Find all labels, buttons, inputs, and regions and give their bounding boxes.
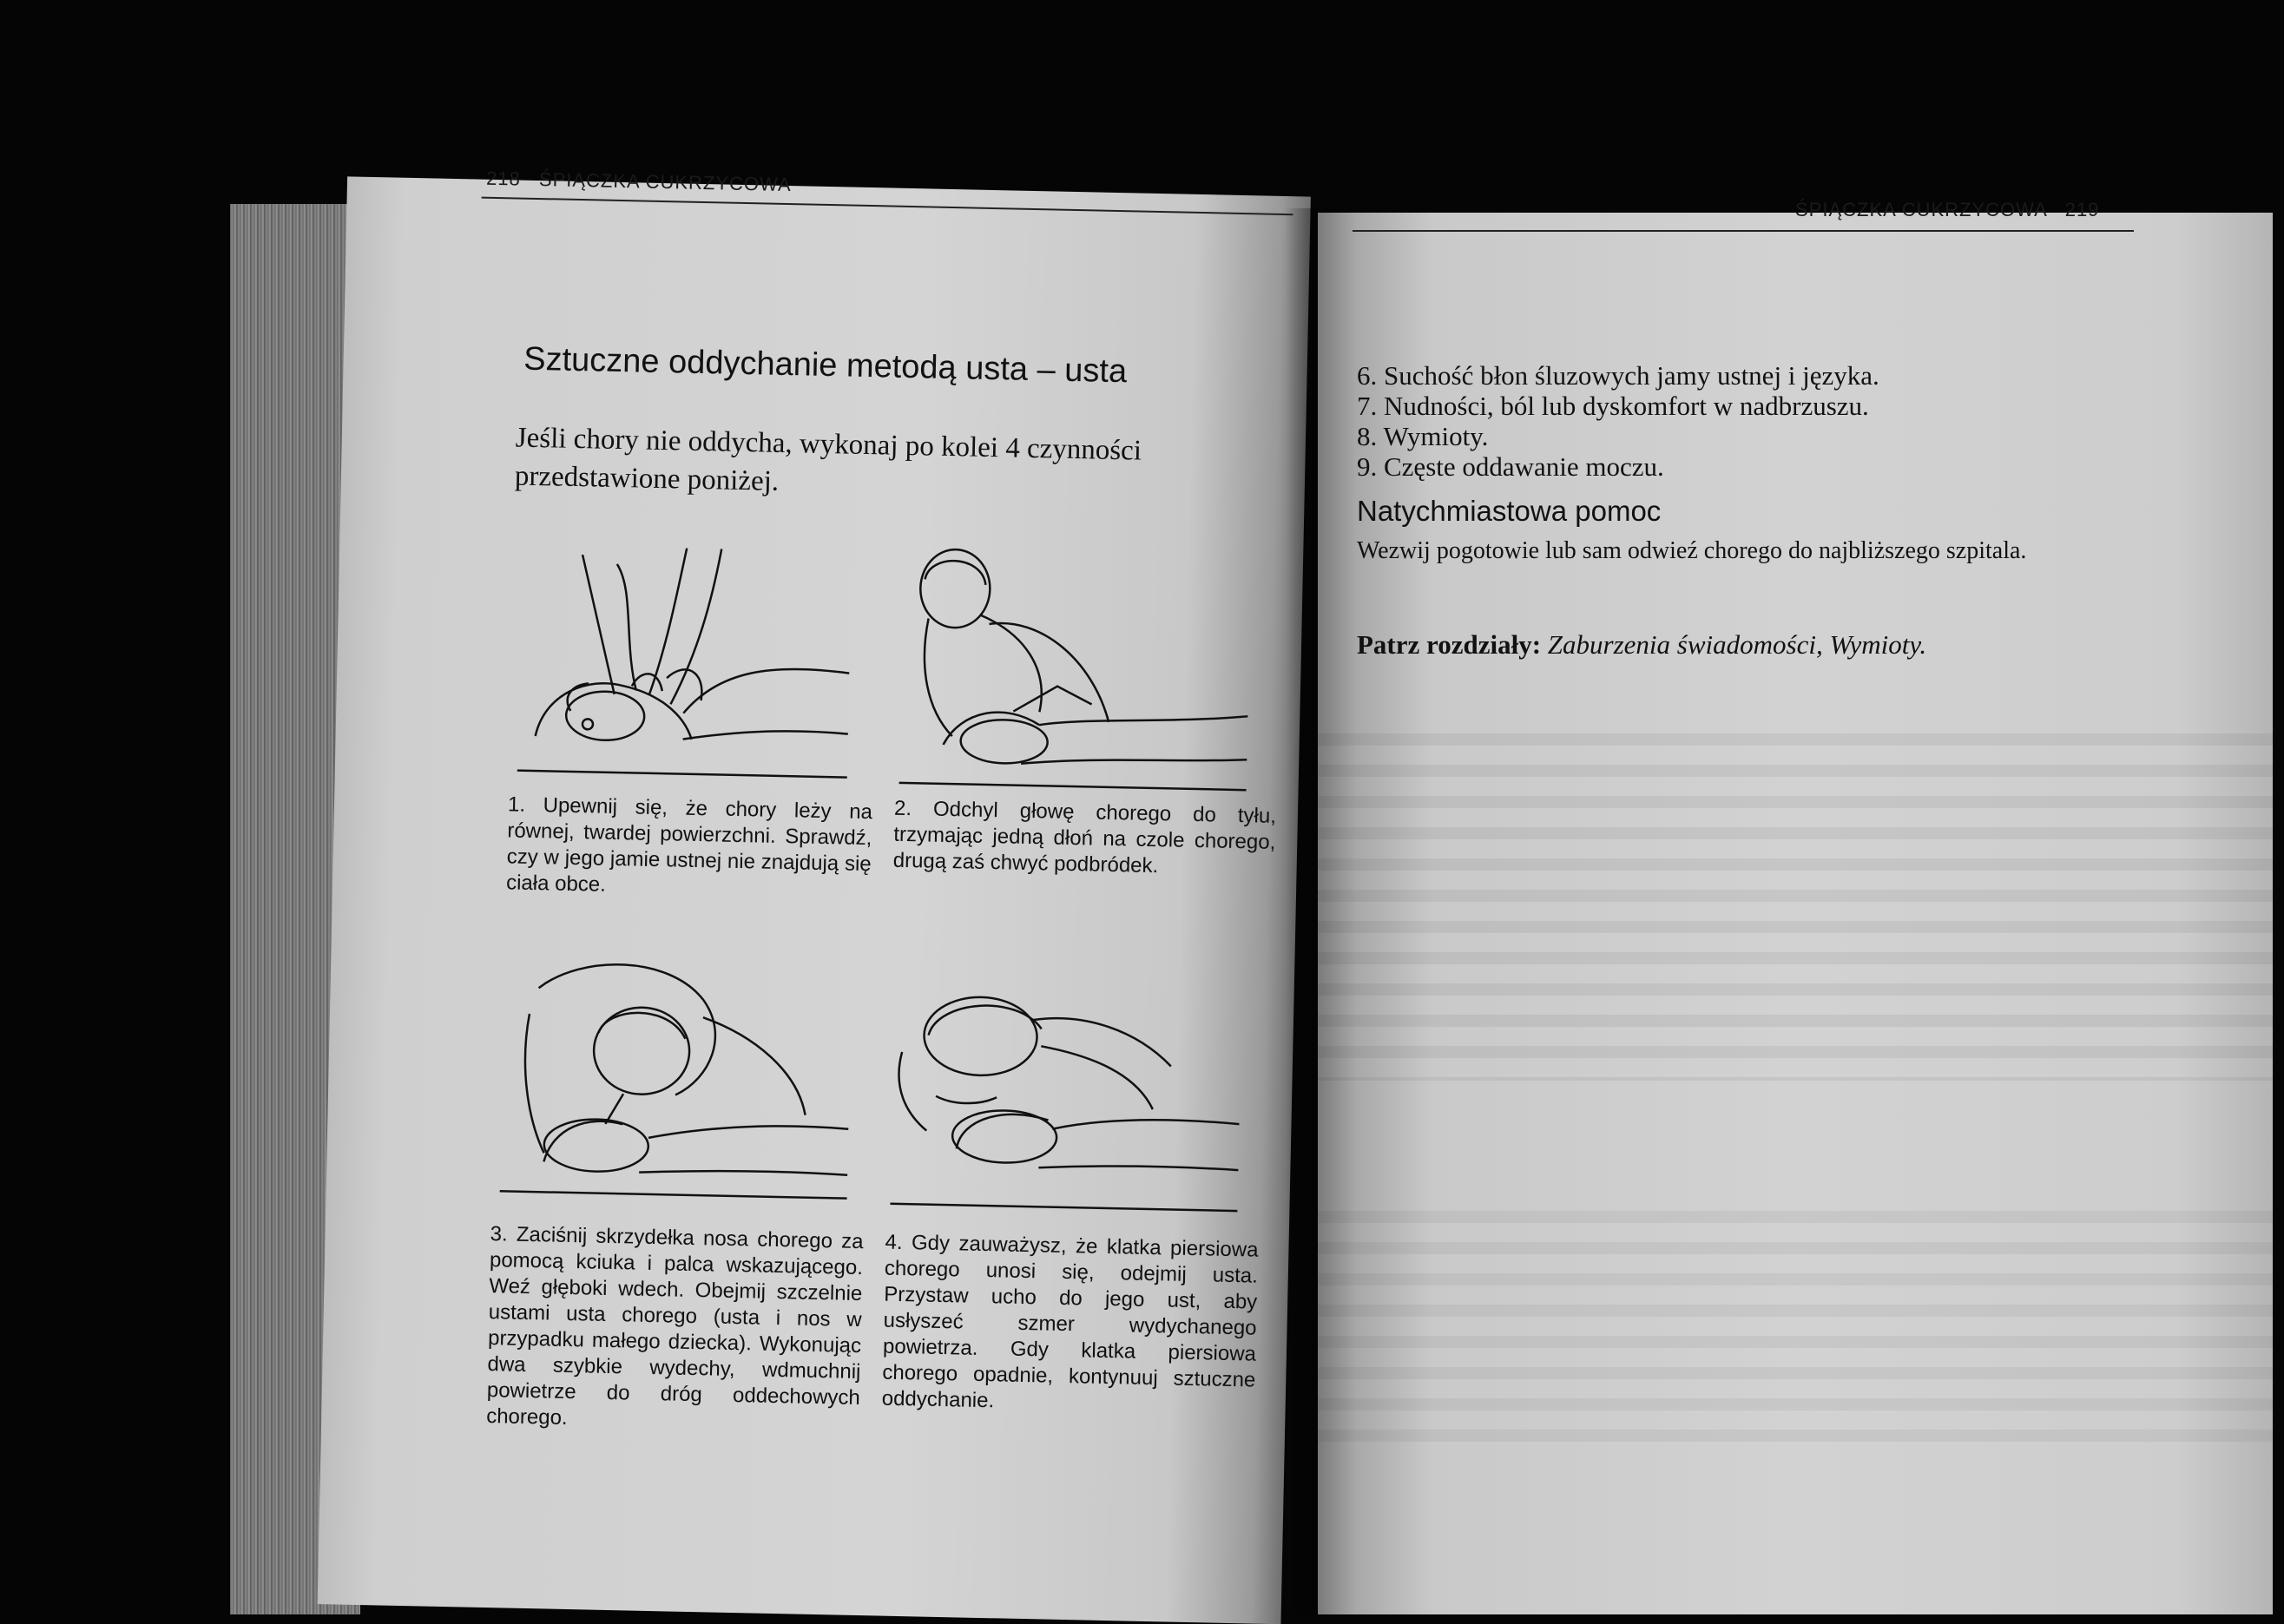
right-page [1318,199,2273,1614]
intro-paragraph: Jeśli chory nie oddycha, wykonaj po kolei 4 czynności przedstawione poniżej. [514,422,1142,497]
symptom-item: 6. Suchość błon śluzowych jamy ustnej i języka. [1357,360,1879,391]
see-also-chapters: Zaburzenia świadomości, Wymioty. [1547,629,1927,660]
step-3-illustration [491,961,861,1203]
symptom-item: 9. Częste oddawanie moczu. [1357,451,1664,482]
bleed-through-text [1318,733,2273,1081]
first-aid-paragraph: Wezwij pogotowie lub sam odwieź chorego do najbliższego szpitala. [1357,537,2027,564]
right-header-rule [1353,230,2134,232]
step-1-caption: 1. Upewnij się, że chory leży na równej, twardej powierzchni. Sprawdź, czy w jego jamie ustnej nie znajdują się ciała obce. [505,792,873,897]
left-header-rule [482,197,1293,216]
right-running-head-section: ŚPIĄCZKA CUKRZYCOWA [1795,199,2047,220]
section-heading: Natychmiastowa pomoc [1357,495,1662,527]
symptom-item: 7. Nudności, ból lub dyskomfort w nadbrzuszu. [1357,391,1869,421]
bleed-through-text [1318,1211,2273,1454]
step-2-illustration [891,536,1260,795]
step-3-caption: 3. Zaciśnij skrzydełka nosa chorego za pomocą kciuka i palca wskazującego. Weź głęboki wdech. Obejmij szczelnie ustami usta chorego (usta i nos w przypadku małego dziecka). Wykonując dwa szybkie wydechy, wdmuchnij powietrze do dróg oddechowych chorego. [485,1222,864,1430]
symptom-item: 8. Wymioty. [1357,421,1489,451]
see-also-label: Patrz rozdziały: [1357,629,1542,660]
step-2-caption: 2. Odchyl głowę chorego do tyłu, trzymając jedną dłoń na czole chorego, drugą zaś chwyć podbródek. [892,796,1277,878]
left-running-head [486,168,792,196]
left-page [318,167,1311,1624]
step-1-illustration [509,536,861,777]
see-also [1357,629,1926,661]
step-4-illustration [881,974,1251,1216]
left-page-number: 218 [485,167,522,190]
left-running-head-section: ŚPIĄCZKA CUKRZYCOWA [538,168,792,196]
page-title: Sztuczne oddychanie metodą usta – usta [523,340,1128,391]
step-4-caption: 4. Gdy zauważysz, że klatka piersiowa chorego unosi się, odejmij usta. Przystaw ucho do jego ust, aby usłyszeć szmer wydychanego powietrza. Gdy klatka piersiowa chorego opadnie, kontynuuj sztuczne oddychanie. [881,1230,1259,1413]
right-page-number: 219 [2064,199,2100,220]
right-running-head [1795,199,2099,221]
